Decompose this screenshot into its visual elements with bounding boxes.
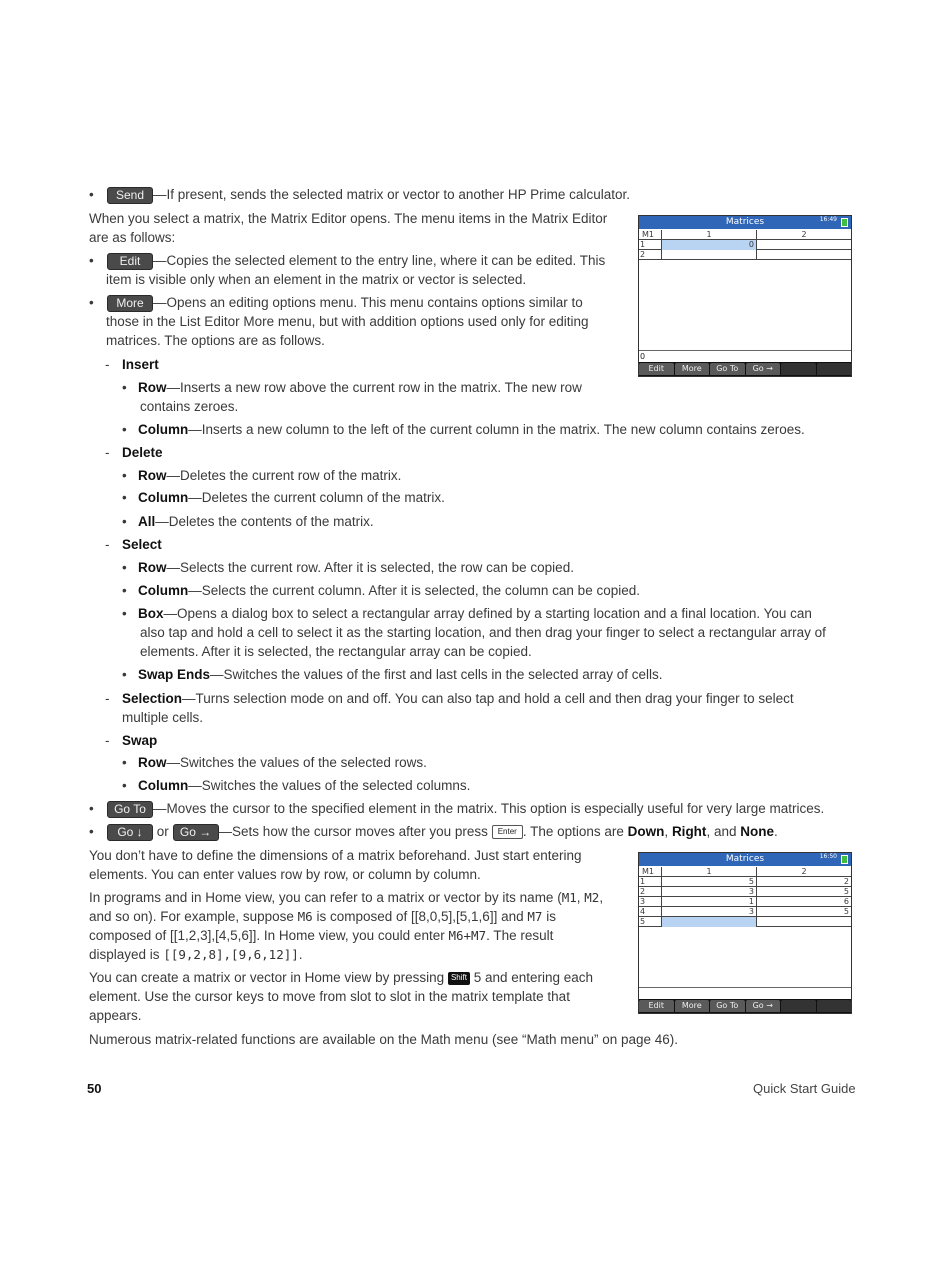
menu-empty: [781, 1000, 816, 1012]
goto-softkey: Go To: [107, 801, 153, 818]
matrix-row: [639, 250, 851, 260]
swap-ends-item: Swap Ends—Switches the values of the first and last cells in the selected array of cells.: [138, 667, 663, 682]
insert-heading: Insert: [122, 357, 159, 372]
goto-item: [107, 799, 824, 818]
matrix-cell: 2: [843, 877, 849, 886]
intro-line-1: When you select a matrix, the Matrix Editor opens. The menu items in the Matrix Editor: [89, 211, 608, 226]
select-row-item: Row—Selects the current row. After it is selected, the row can be copied.: [138, 560, 574, 575]
menu-go-right: Go →: [746, 1000, 781, 1012]
bullet-dot: •: [122, 514, 127, 529]
para3-line3: appears.: [89, 1008, 142, 1023]
screen-clock: 16:50: [819, 853, 837, 860]
screen-title: Matrices: [639, 216, 851, 229]
matrix-cell: [757, 250, 851, 260]
matrix-cell: 5: [662, 877, 757, 887]
goto-description: —Moves the cursor to the specified element in the matrix. This option is especially useful for very large matrices.: [153, 801, 825, 816]
bullet-dot: •: [89, 187, 94, 202]
bullet-dot: •: [122, 755, 127, 770]
shift-key-icon: Shift: [448, 972, 470, 985]
column-header: 1: [662, 867, 757, 877]
matrix-row: [639, 917, 851, 927]
menu-goto: Go To: [710, 363, 745, 375]
column-header: 1: [662, 230, 757, 240]
delete-heading: Delete: [122, 445, 163, 460]
matrix-cell: [757, 917, 851, 927]
bullet-dot: •: [89, 253, 94, 268]
dash-marker: -: [105, 537, 110, 552]
matrix-editor-screenshot-2: [638, 852, 852, 1014]
matrix-row: [639, 897, 851, 907]
edit-description-2: item is visible only when an element in the matrix or vector is selected.: [106, 272, 527, 287]
select-box-continued-2: elements. After it is selected, the rectangular array can be copied.: [140, 644, 532, 659]
dash-marker: -: [105, 691, 110, 706]
bullet-dot: •: [122, 468, 127, 483]
row-label: 3: [639, 897, 662, 907]
menu-go-right: Go →: [746, 363, 781, 375]
bullet-dot: •: [89, 824, 94, 839]
swap-row-item: Row—Switches the values of the selected rows.: [138, 755, 427, 770]
para2-line3: composed of [[1,2,3],[4,5,6]]. In Home view, you could enter M6+M7. The result: [89, 928, 554, 943]
para2-line1: In programs and in Home view, you can refer to a matrix or vector by its name (M1, M2,: [89, 890, 604, 905]
entry-divider: [639, 987, 851, 988]
matrix-name: M1: [639, 230, 662, 240]
row-label: 1: [639, 240, 662, 250]
matrix-editor-screenshot-1: [638, 215, 852, 377]
edit-softkey: Edit: [107, 253, 153, 270]
bullet-dot: •: [122, 778, 127, 793]
menu-empty: [817, 1000, 852, 1012]
insert-row-continued: contains zeroes.: [140, 399, 239, 414]
battery-icon: [841, 855, 848, 864]
edit-description-1: —Copies the selected element to the entry line, where it can be edited. This: [153, 253, 606, 268]
battery-icon: [841, 218, 848, 227]
select-column-item: Column—Selects the current column. After it is selected, the column can be copied.: [138, 583, 640, 598]
option-right: Right: [671, 824, 707, 839]
delete-row-item: Row—Deletes the current row of the matrix.: [138, 468, 402, 483]
matrix-cell: 3: [662, 887, 757, 897]
guide-title: Quick Start Guide: [753, 1081, 856, 1096]
screen-menubar: [639, 999, 851, 1013]
or-text: or: [156, 824, 169, 839]
go-right-softkey: Go →: [173, 824, 219, 841]
para3-line2: element. Use the cursor keys to move from slot to slot in the matrix template that: [89, 989, 570, 1004]
delete-column-item: Column—Deletes the current column of the matrix.: [138, 490, 445, 505]
para3-line1: You can create a matrix or vector in Home view by pressing Shift 5 and entering each: [89, 970, 594, 985]
intro-line-2: are as follows:: [89, 230, 176, 245]
select-box-item: Box—Opens a dialog box to select a rectangular array defined by a starting location and a final location. You can: [138, 606, 812, 621]
menu-edit: Edit: [639, 1000, 674, 1012]
swap-heading: Swap: [122, 733, 158, 748]
menu-edit: Edit: [639, 363, 674, 375]
menu-more: More: [675, 363, 710, 375]
more-description-3: matrices. The options are as follows.: [106, 333, 325, 348]
screen-clock: 16:49: [819, 216, 837, 223]
option-none: None: [740, 824, 774, 839]
screen-menubar: [639, 362, 851, 376]
column-header: 2: [801, 230, 807, 239]
enter-key-icon: Enter: [492, 825, 523, 839]
selection-item: Selection—Turns selection mode on and off. You can also tap and hold a cell and then drag your finger to select: [122, 691, 794, 706]
bullet-dot: •: [89, 801, 94, 816]
option-down: Down: [627, 824, 665, 839]
matrix-cell: [662, 250, 757, 260]
send-softkey: Send: [107, 187, 153, 204]
select-heading: Select: [122, 537, 162, 552]
more-description-1: —Opens an editing options menu. This menu contains options similar to: [153, 295, 583, 310]
menu-goto: Go To: [710, 1000, 745, 1012]
matrix-name: M1: [639, 867, 662, 877]
para4: Numerous matrix-related functions are available on the Math menu (see “Math menu” on page 46).: [89, 1032, 679, 1047]
matrix-row: [639, 887, 851, 897]
insert-column-item: Column—Inserts a new column to the left of the current column in the matrix. The new column contains zeroes.: [138, 422, 805, 437]
para1-line2: elements. You can enter values row by row, or column by column.: [89, 867, 481, 882]
go-down-softkey: Go ↓: [107, 824, 153, 841]
matrix-header-row: [639, 867, 851, 877]
matrix-cell-selected: [662, 917, 757, 927]
send-description: —If present, sends the selected matrix or vector to another HP Prime calculator.: [153, 187, 630, 202]
row-label: 2: [639, 250, 662, 260]
more-softkey: More: [107, 295, 153, 312]
page-number: 50: [87, 1081, 102, 1096]
matrix-cell: 6: [843, 897, 849, 906]
bullet-dot: •: [122, 560, 127, 575]
menu-empty: [781, 363, 816, 375]
row-label: 1: [639, 877, 662, 887]
matrix-cell-selected: 0: [662, 240, 757, 250]
screen-title: Matrices: [639, 853, 851, 866]
matrix-row: [639, 907, 851, 917]
entry-divider: [639, 350, 851, 351]
dash-marker: -: [105, 357, 110, 372]
bullet-dot: •: [122, 380, 127, 395]
bullet-dot: •: [122, 606, 127, 621]
delete-all-item: All—Deletes the contents of the matrix.: [138, 514, 374, 529]
matrix-row: [639, 877, 851, 887]
para2-line2: and so on). For example, suppose M6 is composed of [[8,0,5],[5,1,6]] and M7 is: [89, 909, 556, 924]
matrix-cell: 5: [843, 887, 849, 896]
bullet-dot: •: [122, 490, 127, 505]
matrix-row: [639, 240, 851, 250]
row-label: 5: [639, 917, 662, 927]
go-description-a: —Sets how the cursor moves after you press: [218, 824, 488, 839]
bullet-dot: •: [122, 422, 127, 437]
go-direction-item: Go ↓ or Go → —Sets how the cursor moves after you press Enter . The options are Down, Right, and None.: [107, 822, 778, 841]
insert-row-item: Row—Inserts a new row above the current row in the matrix. The new row: [138, 380, 582, 395]
matrix-header-row: [639, 230, 851, 240]
selection-continued: multiple cells.: [122, 710, 204, 725]
para1-line1: You don’t have to define the dimensions of a matrix beforehand. Just start entering: [89, 848, 582, 863]
bullet-dot: •: [122, 667, 127, 682]
send-item: [107, 185, 630, 204]
bullet-dot: •: [89, 295, 94, 310]
para2-line4: displayed is [[9,2,8],[9,6,12]].: [89, 947, 303, 962]
row-label: 2: [639, 887, 662, 897]
more-description-2: those in the List Editor More menu, but with addition options used only for editing: [106, 314, 589, 329]
dash-marker: -: [105, 733, 110, 748]
swap-column-item: Column—Switches the values of the selected columns.: [138, 778, 471, 793]
menu-more: More: [675, 1000, 710, 1012]
row-label: 4: [639, 907, 662, 917]
entry-line: 0: [640, 352, 646, 361]
column-header: 2: [801, 867, 807, 876]
more-item: [107, 293, 583, 312]
edit-item: [107, 251, 605, 270]
matrix-cell: 3: [662, 907, 757, 917]
menu-empty: [817, 363, 852, 375]
dash-marker: -: [105, 445, 110, 460]
matrix-cell: [757, 240, 851, 250]
bullet-dot: •: [122, 583, 127, 598]
matrix-cell: 5: [843, 907, 849, 916]
matrix-cell: 1: [662, 897, 757, 907]
select-box-continued-1: also tap and hold a cell to select it as the starting location, and then drag your finger to select a rectangular array of: [140, 625, 826, 640]
